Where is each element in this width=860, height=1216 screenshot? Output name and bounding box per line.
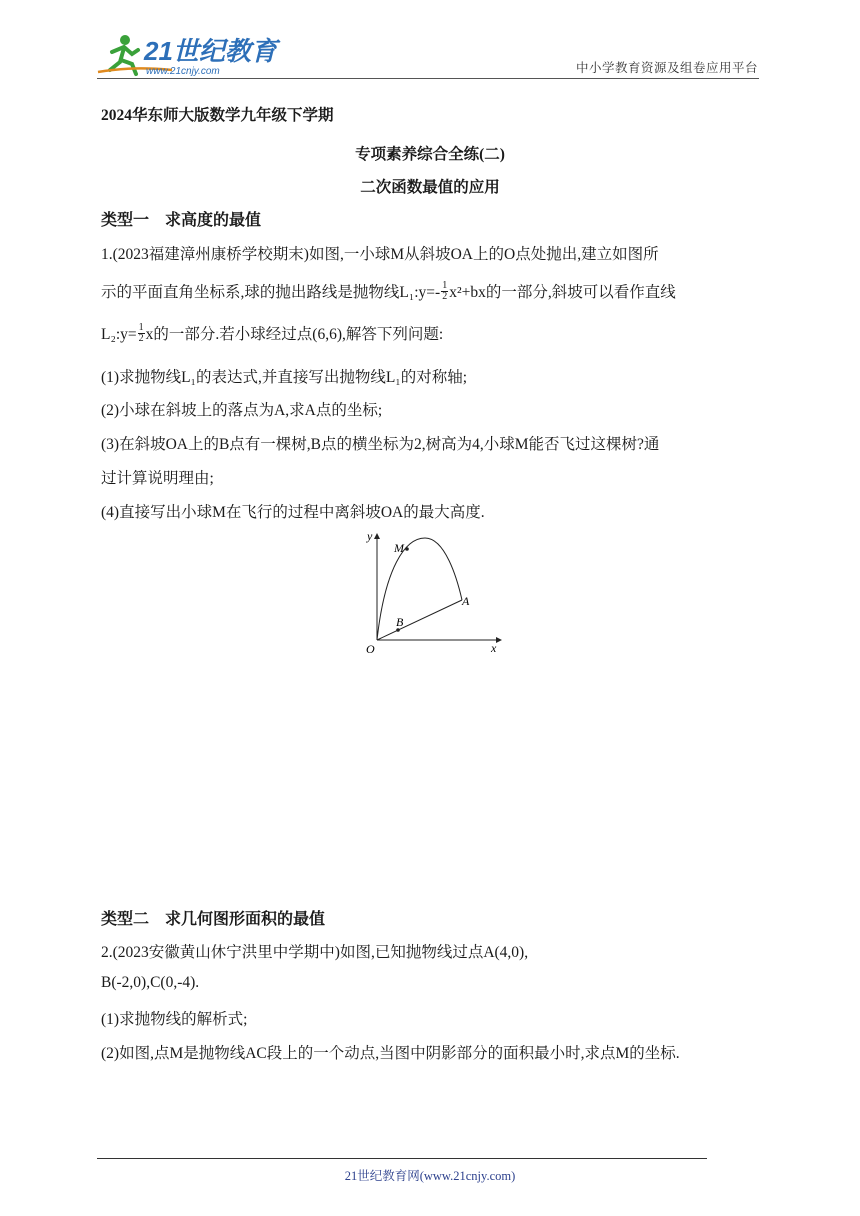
label-y: y — [367, 529, 373, 543]
problem-2-q2: (2)如图,点M是抛物线AC段上的一个动点,当图中阴影部分的面积最小时,求点M的坐标. — [101, 1045, 680, 1062]
site-logo — [92, 30, 277, 78]
label-x: x — [491, 641, 497, 655]
problem-1-q3-line-1: (3)在斜坡OA上的B点有一棵树,B点的横坐标为2,树高为4,小球M能否飞过这棵树?通 — [101, 436, 660, 453]
page-subtitle: 专项素养综合全练(二) — [355, 146, 505, 163]
header-slogan: 中小学教育资源及组卷应用平台 — [575, 61, 758, 75]
logo-url: www.21cnjy.com — [146, 66, 220, 77]
section-heading-2: 类型二 求几何图形面积的最值 — [101, 911, 326, 928]
problem-2-line-2: B(-2,0),C(0,-4). — [101, 974, 200, 991]
parabola-figure — [355, 528, 505, 656]
logo-text: 21世纪教育 — [144, 36, 277, 66]
course-title: 2024华东师大版数学九年级下学期 — [101, 107, 334, 124]
point-m — [405, 547, 409, 551]
problem-1-line-3: L₂:y= $\frac{1}{2}$ x的一部分.若小球经过点(6,6),解答下列问题: — [101, 321, 444, 344]
problem-1-line-2: 示的平面直角坐标系,球的抛出路线是抛物线L₁:y=- $\frac{1}{2}$ x²+bx的一部分,斜坡可以看作直线 — [101, 279, 676, 302]
header-divider — [97, 78, 759, 79]
problem-2-line-1: 2.(2023安徽黄山休宁洪里中学期中)如图,已知抛物线过点A(4,0), — [101, 944, 529, 961]
problem-1-q3-line-2: 过计算说明理由; — [101, 470, 214, 487]
parabola-curve — [377, 538, 462, 640]
section-heading-1: 类型一 求高度的最值 — [101, 212, 262, 229]
problem-2-q1: (1)求抛物线的解析式; — [101, 1011, 248, 1028]
label-a: A — [462, 594, 470, 608]
problem-1-q1: (1)求抛物线L₁的表达式,并直接写出抛物线L₁的对称轴; — [101, 369, 467, 386]
slope-line — [377, 600, 462, 640]
topic-title: 二次函数最值的应用 — [360, 179, 500, 196]
label-o: O — [366, 642, 375, 656]
problem-1-q2: (2)小球在斜坡上的落点为A,求A点的坐标; — [101, 402, 383, 419]
label-m: M — [394, 541, 404, 555]
footer-text: 21世纪教育网(www.21cnjy.com) — [344, 1169, 516, 1183]
problem-1-q4: (4)直接写出小球M在飞行的过程中离斜坡OA的最大高度. — [101, 504, 485, 521]
footer-divider — [97, 1158, 707, 1159]
fraction: $\frac{1}{2}$ — [442, 279, 448, 302]
fraction: $\frac{1}{2}$ — [138, 321, 144, 344]
runner-logo-icon — [92, 30, 277, 78]
label-b: B — [396, 615, 404, 629]
problem-1-line-1: 1.(2023福建漳州康桥学校期末)如图,一小球M从斜坡OA上的O点处抛出,建立如图所 — [101, 246, 659, 263]
